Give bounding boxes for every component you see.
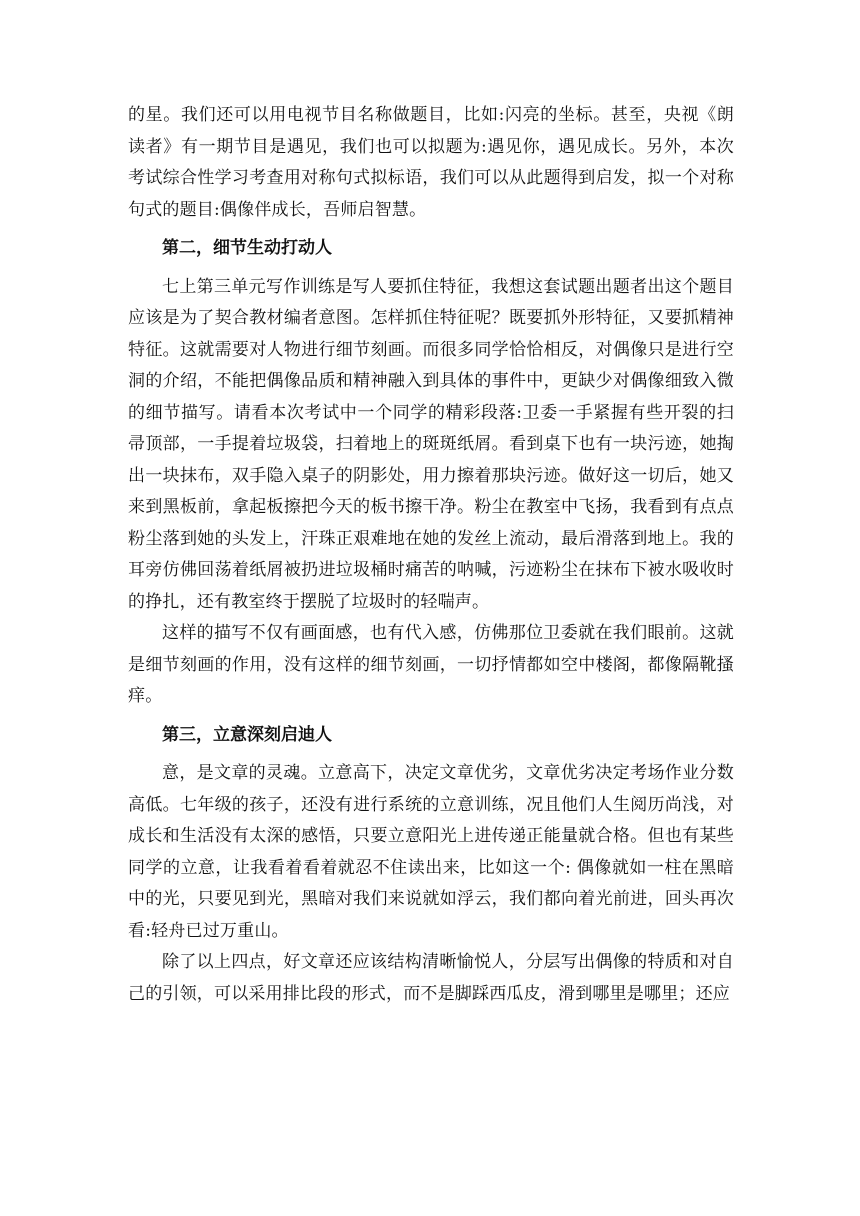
section-heading-theme: 第三，立意深刻启迪人 xyxy=(162,724,332,745)
paragraph-details-body: 七上第三单元写作训练是写人要抓住特征，我想这套试题出题者出这个题目应该是为了契合教材编者意图。怎样抓住特征呢？既要抓外形特征，又要抓精神特征。这就需要对人物进行细节刻画。而很多同学恰恰相反，对偶像只是进行空洞的介绍，不能把偶像品质和精神融入到具体的事件中，更缺少对偶像细致入微的细节描写。请看本次考试中一个同学的精彩段落:卫委一手紧握有些开裂的扫帚顶部，一手提着垃圾袋，扫着地上的斑斑纸屑。看到桌下也有一块污迹，她掏出一块抹布，双手隐入桌子的阴影处，用力擦着那块污迹。做好这一切后，她又来到黑板前，拿起板擦把今天的板书擦干净。粉尘在教室中飞扬，我看到有点点粉尘落到她的头发上，汗珠正艰难地在她的发丝上流动，最后滑落到地上。我的耳旁仿佛回荡着纸屑被扔进垃圾桶时痛苦的呐喊，污迹粉尘在抹布下被水吸收时的挣扎，还有教室终于摆脱了垃圾时的轻喘声。 xyxy=(128,276,734,612)
paragraph-details-conclusion: 这样的描写不仅有画面感，也有代入感，仿佛那位卫委就在我们眼前。这就是细节刻画的作用，没有这样的细节刻画，一切抒情都如空中楼阁，都像隔靴搔痒。 xyxy=(128,623,734,706)
paragraph-intro-continuation: 的星。我们还可以用电视节目名称做题目，比如:闪亮的坐标。甚至，央视《朗读者》有一期节目是遇见，我们也可以拟题为:遇见你，遇见成长。另外，本次考试综合性学习考查用对称句式拟标语，我们可以从此题得到启发，拟一个对称句式的题目:偶像伴成长，吾师启智慧。 xyxy=(128,105,734,220)
section-heading-details: 第二，细节生动打动人 xyxy=(162,238,332,258)
paragraph-theme-body: 意，是文章的灵魂。立意高下，决定文章优劣，文章优劣决定考场作业分数高低。七年级的孩子，还没有进行系统的立意训练，况且他们人生阅历尚浅，对成长和生活没有太深的感悟，只要立意阳光上进传递正能量就合格。但也有某些同学的立意，让我看着看着就忍不住读出来，比如这一个: 偶像就如一柱在黑暗中的光，只要见到光，黑暗对我们来说就如浮云，我们都向着光前进，回头再次看:轻舟已过万重山。 xyxy=(128,763,734,941)
document-page xyxy=(128,100,734,1010)
paragraph-closing: 除了以上四点，好文章还应该结构清晰愉悦人，分层写出偶像的特质和对自己的引领，可以采用排比段的形式，而不是脚踩西瓜皮，滑到哪里是哪里；还应 xyxy=(128,952,734,1004)
